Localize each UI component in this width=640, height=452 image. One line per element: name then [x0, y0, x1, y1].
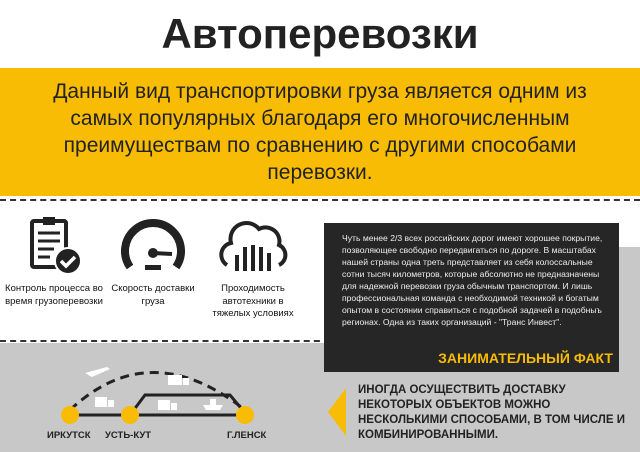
ship-icon [203, 399, 223, 410]
divider [0, 199, 640, 201]
note-text: ИНОГДА ОСУЩЕСТВИТЬ ДОСТАВКУ НЕКОТОРЫХ ОБЪЕКТОВ МОЖНО НЕСКОЛЬКИМИ СПОСОБАМИ, В ТОМ ЧИСЛЕ И КОМБИНИРОВАННЫМИ. [358, 384, 625, 441]
feature-control [4, 215, 104, 308]
truck-icon [158, 400, 177, 410]
city-label: Г.ЛЕНСК [227, 430, 267, 441]
arrow-left-icon [328, 388, 346, 436]
feature-label: Скорость доставки груза [111, 283, 195, 307]
intro-text: Данный вид транспортировки груза является одним из самых популярных благодаря его многочисленным преимуществам по сравнению с другими способами перевозки. [53, 80, 587, 184]
city-marker [61, 406, 79, 424]
city-label: ИРКУТСК [47, 430, 91, 441]
fact-text: Чуть менее 2/3 всех российских дорог имеют хорошее покрытие, позволяющее свободно передвигаться по дороге. В масштабах нашей страны одна треть представляет из себя колоссальные сотни тысяч километров, которые абсолютно не предназначены для надежной перевозки груза обычным транспортом. И лишь профессиональная команда с необходимой техникой и богатым опытом в состоянии справиться с подобной задачей в подобныъ регионах. Одна из таких организаций - "Транс Инвест". [342, 233, 603, 327]
fun-fact-box [324, 223, 619, 372]
city-marker [121, 406, 139, 424]
feature-speed [103, 215, 203, 308]
truck-icon [95, 397, 114, 407]
route-diagram [40, 355, 280, 430]
page-title: Автоперевозки [161, 10, 479, 57]
feature-terrain [203, 215, 303, 321]
cloud-rain-icon [215, 215, 291, 277]
city-marker [236, 406, 254, 424]
divider [0, 340, 330, 342]
clipboard-check-icon [24, 215, 84, 277]
feature-label: Контроль процесса во время грузоперевозки [5, 283, 103, 307]
speedometer-icon [120, 215, 186, 277]
city-label: УСТЬ-КУТ [105, 430, 152, 441]
intro-banner [0, 68, 640, 196]
fact-heading: ЗАНИМАТЕЛЬНЫЙ ФАКТ [438, 350, 613, 366]
plane-icon [85, 367, 110, 377]
feature-label: Проходимость автотехники в тяжелых условиях [212, 283, 294, 319]
